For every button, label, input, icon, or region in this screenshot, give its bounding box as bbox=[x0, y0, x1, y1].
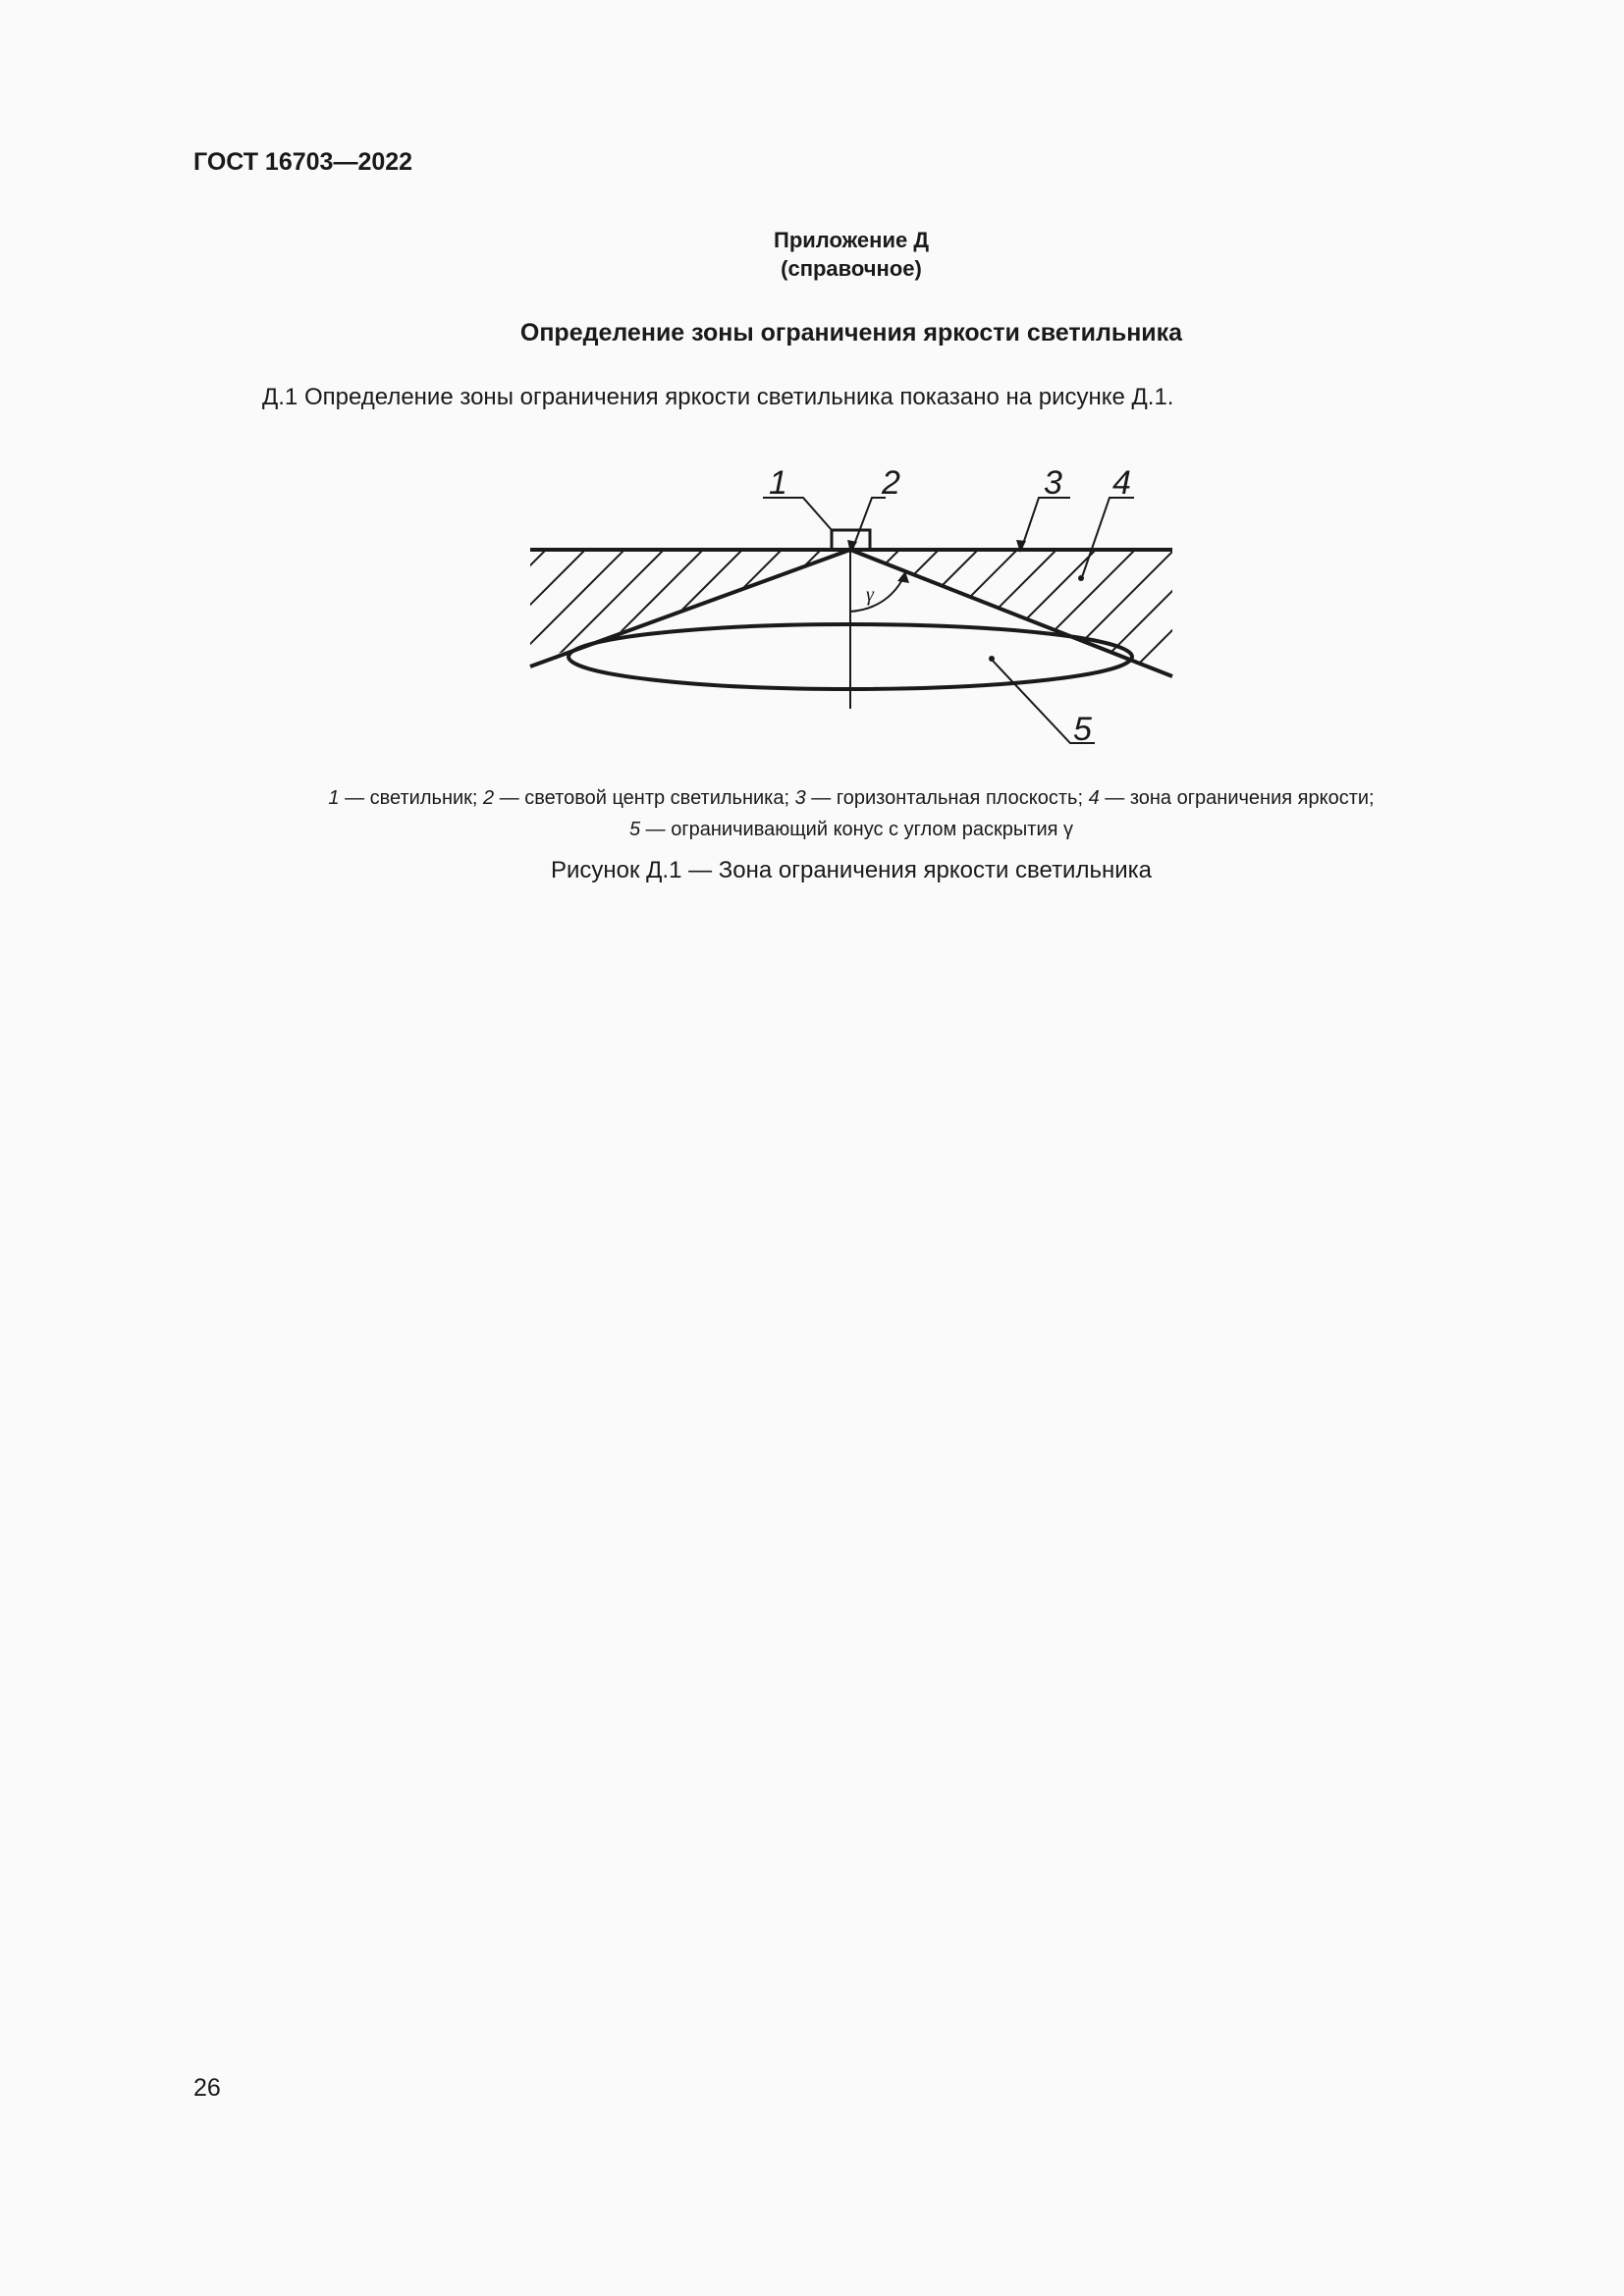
legend-num-2: 2 bbox=[483, 787, 495, 809]
body-paragraph: Д.1 Определение зоны ограничения яркости светильника показано на рисунке Д.1. bbox=[262, 384, 1174, 410]
legend-line-2 bbox=[0, 814, 1624, 845]
annex-subtitle: (справочное) bbox=[781, 256, 922, 281]
page-number: 26 bbox=[193, 2074, 221, 2102]
legend-text-2: — световой центр светильника; bbox=[494, 787, 795, 809]
gamma-label: γ bbox=[866, 584, 874, 606]
leader-3 bbox=[1021, 498, 1070, 550]
figure-caption: Рисунок Д.1 — Зона ограничения яркости светильника bbox=[550, 857, 1153, 883]
legend-line-1 bbox=[0, 782, 1624, 814]
legend-text-5: — ограничивающий конус с углом раскрытия γ bbox=[640, 819, 1073, 840]
label-4: 4 bbox=[1112, 464, 1131, 502]
legend-num-1: 1 bbox=[328, 787, 340, 809]
leader-5-dot bbox=[989, 656, 995, 662]
legend-text-3: — горизонтальная плоскость; bbox=[805, 787, 1089, 809]
standard-header: ГОСТ 16703—2022 bbox=[193, 148, 413, 176]
diagram-brightness-zone bbox=[520, 452, 1188, 756]
leader-4 bbox=[1082, 498, 1134, 577]
figure-legend bbox=[0, 782, 1624, 845]
label-1: 1 bbox=[769, 464, 787, 502]
legend-text-1: — светильник; bbox=[339, 787, 484, 809]
label-3: 3 bbox=[1044, 464, 1062, 502]
label-5: 5 bbox=[1073, 711, 1092, 748]
label-2: 2 bbox=[882, 464, 900, 502]
figure-d1 bbox=[520, 452, 1188, 761]
hatched-zone bbox=[520, 550, 1188, 667]
gamma-angle-arc bbox=[850, 574, 905, 612]
annex-title: Приложение Д bbox=[774, 228, 929, 252]
legend-text-4: — зона ограничения яркости; bbox=[1099, 787, 1375, 809]
cone-right-edge bbox=[850, 550, 1172, 676]
legend-num-3: 3 bbox=[794, 787, 806, 809]
section-title: Определение зоны ограничения яркости светильника bbox=[519, 319, 1183, 347]
legend-num-5: 5 bbox=[628, 819, 641, 840]
leader-4-dot bbox=[1078, 575, 1084, 581]
leader-1 bbox=[763, 498, 832, 530]
legend-num-4: 4 bbox=[1088, 787, 1100, 809]
